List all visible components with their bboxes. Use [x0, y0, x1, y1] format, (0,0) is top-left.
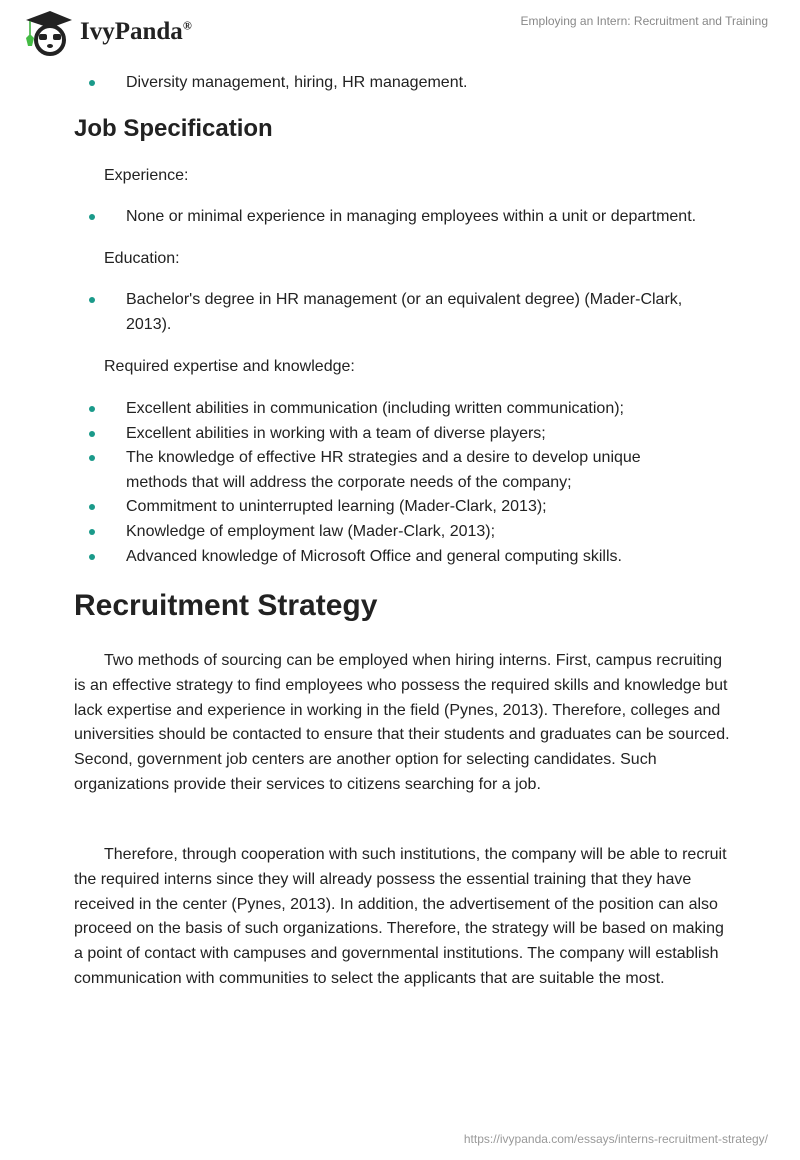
job-spec-heading: Job Specification	[74, 115, 273, 142]
experience-list	[74, 205, 734, 230]
list-item: Diversity management, hiring, HR management.	[74, 71, 734, 96]
logo-text: IvyPanda	[80, 18, 183, 45]
education-list	[74, 288, 694, 337]
list-item: None or minimal experience in managing employees within a unit or department.	[74, 205, 734, 230]
expertise-label: Required expertise and knowledge:	[104, 358, 355, 375]
recruitment-heading: Recruitment Strategy	[74, 589, 378, 622]
document-title: Employing an Intern: Recruitment and Training	[520, 14, 768, 28]
list-item: Knowledge of employment law (Mader-Clark, 2013);	[74, 520, 694, 545]
recruitment-paragraph: Two methods of sourcing can be employed when hiring interns. First, campus recruiting is an effective strategy to find employees who possess the required skills and knowledge but lack expertise and experience in working in the field (Pynes, 2013). Therefore, colleges and universities should be contacted to ensure that their students and graduates can be sourced. Second, government job centers are another option for selecting candidates. Such organizations provide their services to citizens searching for a job.	[74, 652, 730, 793]
ivypanda-logo[interactable]	[22, 8, 192, 56]
education-label: Education:	[104, 250, 180, 267]
list-item: Advanced knowledge of Microsoft Office and general computing skills.	[74, 545, 694, 570]
experience-label: Experience:	[104, 167, 189, 184]
registered-mark: ®	[182, 18, 192, 33]
list-item: The knowledge of effective HR strategies and a desire to develop unique methods that will address the corporate needs of the company;	[74, 446, 694, 495]
list-item: Excellent abilities in communication (including written communication);	[74, 397, 694, 422]
expertise-list	[74, 397, 694, 569]
top-bullet-list	[74, 71, 734, 96]
recruitment-paragraph: Therefore, through cooperation with such institutions, the company will be able to recruit the required interns since they will already possess the essential training that they have received in the center (Pynes, 2013). In addition, the advertisement of the position can also proceed on the basis of such organizations. Therefore, the strategy will be based on making a point of contact with campuses and governmental institutions. The company will establish communication with communities to select the applicants that are suitable the most.	[74, 846, 727, 987]
list-item: Commitment to uninterrupted learning (Mader-Clark, 2013);	[74, 495, 694, 520]
list-item: Excellent abilities in working with a team of diverse players;	[74, 422, 694, 447]
list-item: Bachelor's degree in HR management (or an equivalent degree) (Mader-Clark, 2013).	[74, 288, 694, 337]
footer-url[interactable]: https://ivypanda.com/essays/interns-recruitment-strategy/	[463, 1132, 768, 1146]
panda-graduate-icon	[22, 8, 74, 56]
